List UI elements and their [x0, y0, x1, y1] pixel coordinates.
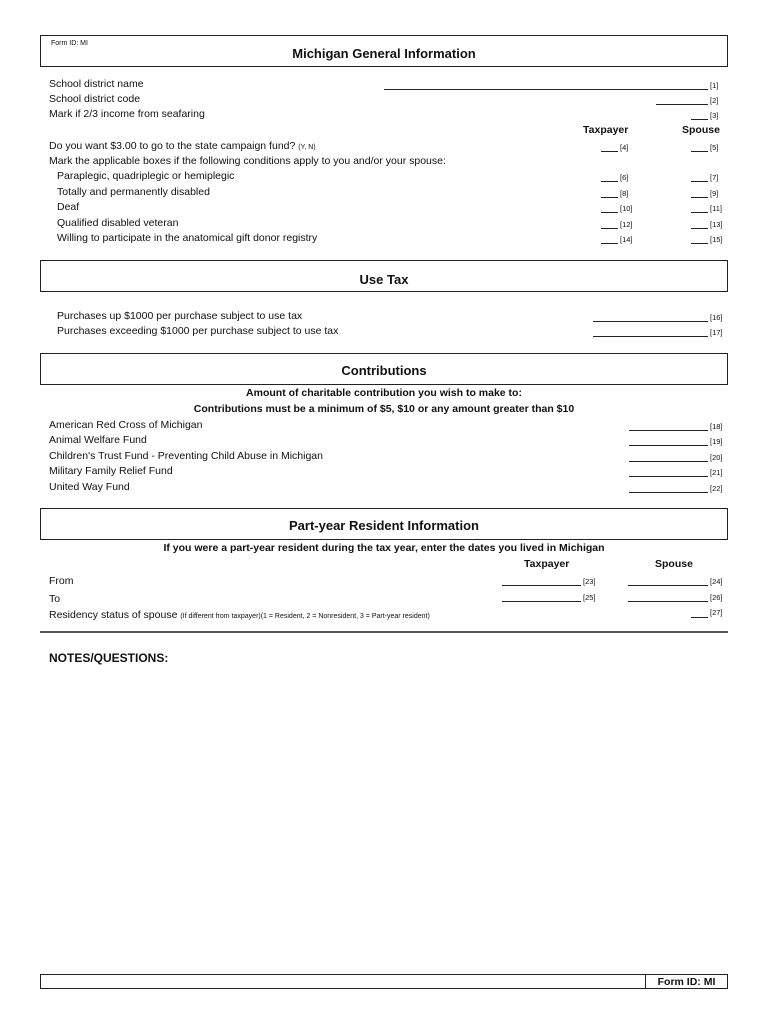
donor-spouse-field[interactable]: [691, 243, 708, 244]
use-tax-line1-field[interactable]: [593, 321, 708, 322]
ref-4: [4]: [620, 143, 629, 152]
contributions-title: Contributions: [341, 363, 427, 378]
notes-heading: NOTES/QUESTIONS:: [49, 651, 169, 665]
ref-1: [1]: [710, 81, 719, 90]
condition-disabled: Totally and permanently disabled: [57, 186, 210, 198]
animal-welfare-field[interactable]: [629, 445, 708, 446]
conditions-intro: Mark the applicable boxes if the following conditions apply to you and/or your spouse:: [49, 155, 446, 167]
ref-2: [2]: [710, 96, 719, 105]
part-year-col-taxpayer: Taxpayer: [524, 558, 570, 570]
ref-13: [13]: [710, 220, 723, 229]
ref-15: [15]: [710, 235, 723, 244]
deaf-spouse-field[interactable]: [691, 212, 708, 213]
red-cross-field[interactable]: [629, 430, 708, 431]
ref-26: [26]: [710, 593, 723, 602]
footer-bar: [40, 974, 728, 989]
deaf-taxpayer-field[interactable]: [601, 212, 618, 213]
ref-18: [18]: [710, 422, 723, 431]
ref-21: [21]: [710, 468, 723, 477]
contributions-header: [40, 353, 728, 385]
fund-animal-welfare: Animal Welfare Fund: [49, 434, 147, 446]
part-year-intro: If you were a part-year resident during the tax year, enter the dates you lived in Michigan: [163, 542, 605, 554]
condition-donor: Willing to participate in the anatomical gift donor registry: [57, 232, 318, 244]
fund-military-family: Military Family Relief Fund: [49, 465, 173, 477]
ref-17: [17]: [710, 328, 723, 337]
residency-field[interactable]: [691, 617, 708, 618]
section-divider: [40, 631, 728, 633]
childrens-trust-field[interactable]: [629, 461, 708, 462]
ref-6: [6]: [620, 173, 629, 182]
ref-20: [20]: [710, 453, 723, 462]
district-code-field[interactable]: [656, 104, 708, 105]
part-year-col-spouse: Spouse: [655, 558, 693, 570]
fund-childrens-trust: Children's Trust Fund - Preventing Child Abuse in Michigan: [49, 450, 323, 462]
ref-11: [11]: [710, 204, 722, 213]
ref-3: [3]: [710, 111, 719, 120]
form-id-small: Form ID: MI: [51, 40, 88, 47]
general-info-title: Michigan General Information: [292, 46, 476, 61]
disabled-spouse-field[interactable]: [691, 197, 708, 198]
part-year-title: Part-year Resident Information: [289, 518, 479, 533]
military-family-field[interactable]: [629, 476, 708, 477]
from-taxpayer-field[interactable]: [502, 585, 581, 586]
use-tax-header: [40, 260, 728, 292]
campaign-spouse-field[interactable]: [691, 151, 708, 152]
residency-label: [49, 609, 430, 621]
disabled-taxpayer-field[interactable]: [601, 197, 618, 198]
ref-10: [10]: [620, 204, 633, 213]
fund-red-cross: American Red Cross of Michigan: [49, 419, 203, 431]
ref-23: [23]: [583, 577, 596, 586]
residency-text: Residency status of spouse: [49, 609, 178, 621]
general-info-header: [40, 35, 728, 67]
seafaring-field[interactable]: [691, 119, 708, 120]
district-code-label: School district code: [49, 93, 141, 105]
veteran-spouse-field[interactable]: [691, 228, 708, 229]
to-spouse-field[interactable]: [628, 601, 708, 602]
paraplegic-spouse-field[interactable]: [691, 181, 708, 182]
ref-12: [12]: [620, 220, 633, 229]
condition-deaf: Deaf: [57, 201, 80, 213]
united-way-field[interactable]: [629, 492, 708, 493]
campaign-note: (Y, N): [298, 144, 316, 151]
contributions-intro2: Contributions must be a minimum of $5, $10 or any amount greater than $10: [193, 403, 575, 415]
ref-5: [5]: [710, 143, 719, 152]
condition-paraplegic: Paraplegic, quadriplegic or hemiplegic: [57, 170, 235, 182]
use-tax-line2-field[interactable]: [593, 336, 708, 337]
to-taxpayer-field[interactable]: [502, 601, 581, 602]
ref-24: [24]: [710, 577, 723, 586]
use-tax-title: Use Tax: [359, 272, 409, 287]
seafaring-label: Mark if 2/3 income from seafaring: [49, 108, 205, 120]
ref-14: [14]: [620, 235, 633, 244]
ref-19: [19]: [710, 437, 723, 446]
footer-form-id: Form ID: MI: [645, 974, 727, 989]
district-name-label: School district name: [49, 78, 144, 90]
campaign-taxpayer-field[interactable]: [601, 151, 618, 152]
veteran-taxpayer-field[interactable]: [601, 228, 618, 229]
ref-8: [8]: [620, 189, 629, 198]
col-taxpayer: Taxpayer: [583, 124, 629, 136]
paraplegic-taxpayer-field[interactable]: [601, 181, 618, 182]
ref-27: [27]: [710, 608, 723, 617]
part-year-header: [40, 508, 728, 540]
ref-9: [9]: [710, 189, 719, 198]
use-tax-line2-label: Purchases exceeding $1000 per purchase subject to use tax: [57, 325, 339, 337]
ref-7: [7]: [710, 173, 719, 182]
campaign-label: [49, 140, 316, 152]
fund-united-way: United Way Fund: [49, 481, 130, 493]
ref-16: [16]: [710, 313, 723, 322]
donor-taxpayer-field[interactable]: [601, 243, 618, 244]
residency-note: (If different from taxpayer)(1 = Resident, 2 = Nonresident, 3 = Part-year resident): [180, 613, 430, 620]
to-label: To: [49, 593, 61, 605]
district-name-field[interactable]: [384, 89, 708, 90]
from-spouse-field[interactable]: [628, 585, 708, 586]
col-spouse: Spouse: [682, 124, 720, 136]
from-label: From: [49, 575, 74, 587]
condition-veteran: Qualified disabled veteran: [57, 217, 179, 229]
use-tax-line1-label: Purchases up $1000 per purchase subject to use tax: [57, 310, 303, 322]
ref-22: [22]: [710, 484, 723, 493]
ref-25: [25]: [583, 593, 596, 602]
contributions-intro1: Amount of charitable contribution you wish to make to:: [246, 387, 522, 399]
campaign-text: Do you want $3.00 to go to the state campaign fund?: [49, 140, 296, 152]
